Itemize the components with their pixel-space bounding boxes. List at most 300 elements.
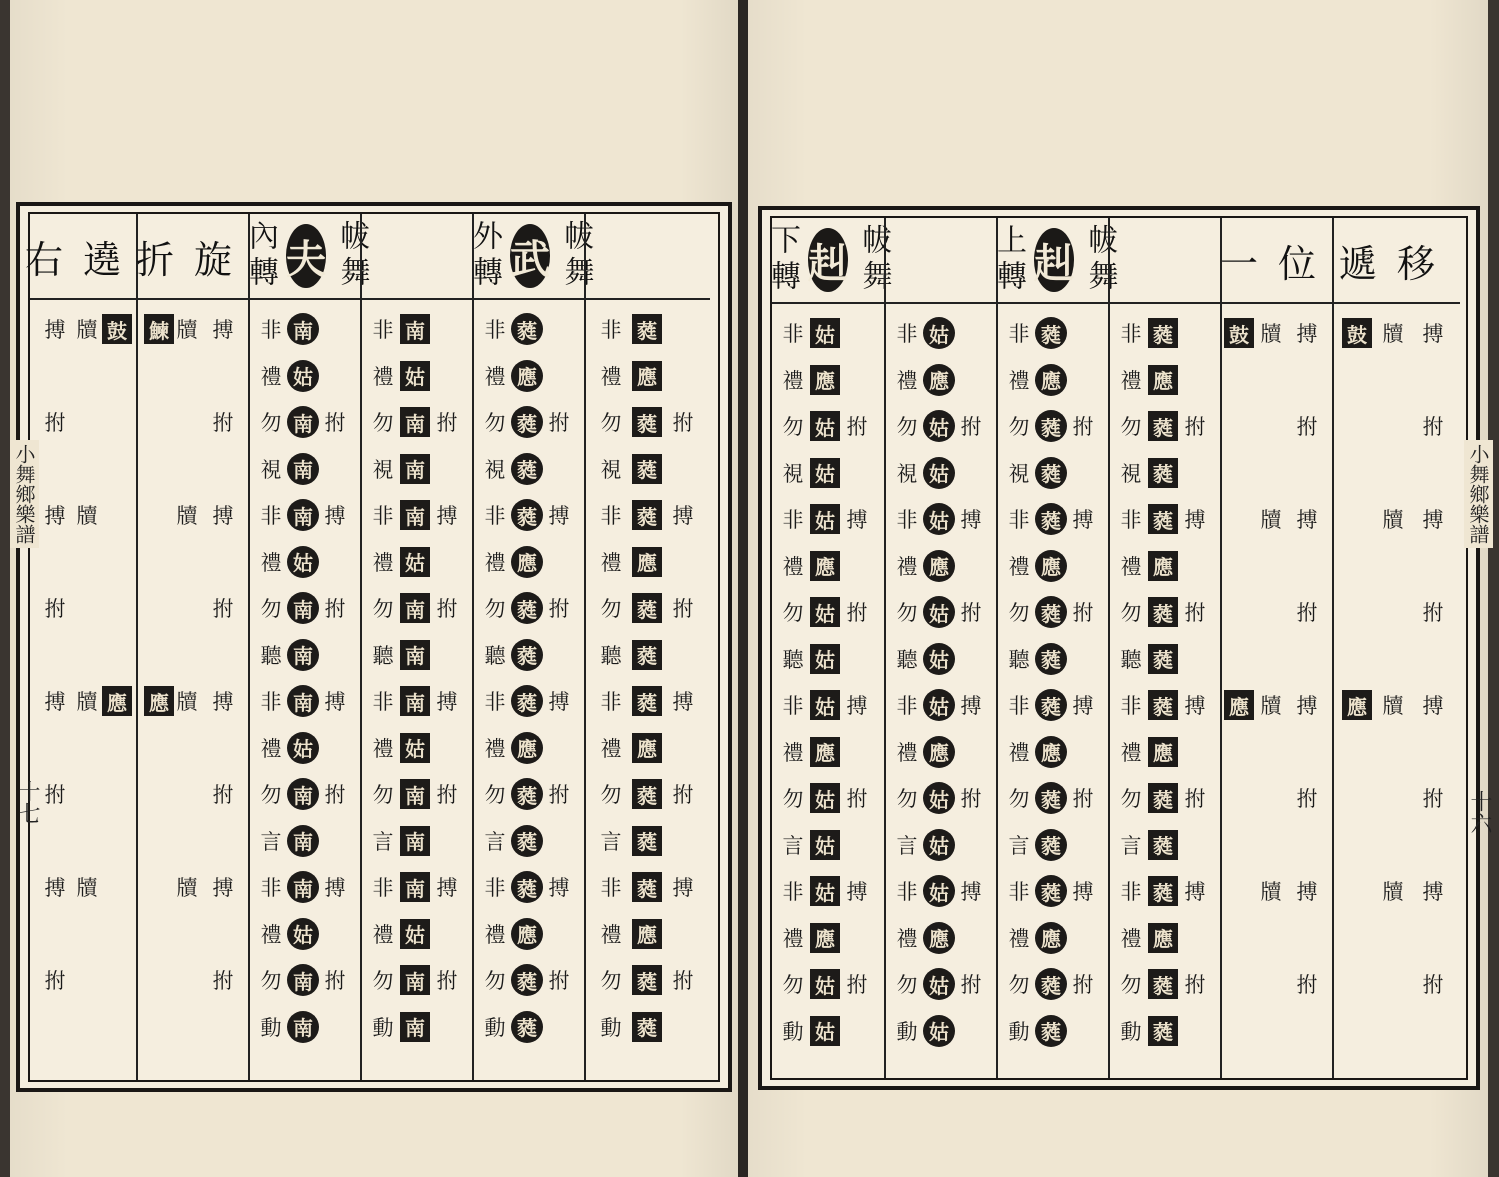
lyric-lane-cell: 非 — [896, 322, 918, 347]
lyric-lane-cell: 禮 — [260, 736, 282, 761]
lyric-lane-cell: 勿 — [782, 973, 804, 998]
beat-lane-cell — [664, 911, 702, 958]
lyric-lane-cell: 動 — [1008, 1019, 1030, 1044]
side-lane-cell — [140, 1004, 178, 1051]
beat-lane-cell — [204, 539, 242, 586]
du-lane-cell: 牘 — [1382, 322, 1404, 347]
note-lane-cell — [628, 585, 666, 632]
note-box: 姑 — [810, 830, 840, 860]
note-circle: 蕤 — [1035, 503, 1067, 535]
lyric-lane-cell: 非 — [484, 876, 506, 901]
beat-lane-cell: 搏 — [212, 318, 234, 343]
lyric-lane-cell: 非 — [1120, 694, 1142, 719]
beat-lane-cell — [664, 539, 702, 586]
note-circle: 應 — [1035, 922, 1067, 954]
beat-lane-cell — [664, 306, 702, 353]
beat-lane-cell: 拊 — [846, 415, 868, 440]
column-body — [474, 300, 586, 1080]
beat-lane-cell: 拊 — [436, 411, 458, 436]
beat-lane-cell: 搏 — [672, 504, 694, 529]
beat-lane-cell: 拊 — [1184, 415, 1206, 440]
right-margin-title: 小舞鄉樂譜 — [1464, 440, 1493, 548]
lyric-lane-cell: 勿 — [782, 415, 804, 440]
lyric-lane-cell: 聽 — [484, 643, 506, 668]
note-circle: 姑 — [923, 410, 955, 442]
lyric-lane-cell: 勿 — [372, 411, 394, 436]
note-circle: 姑 — [923, 596, 955, 628]
lyric-lane-cell: 非 — [484, 504, 506, 529]
note-box: 姑 — [810, 1016, 840, 1046]
lyric-lane-cell: 勿 — [484, 969, 506, 994]
beat-lane-cell: 搏 — [1184, 694, 1206, 719]
lyric-lane-cell: 言 — [260, 829, 282, 854]
side-lane-cell — [1338, 729, 1376, 776]
beat-lane-cell: 拊 — [846, 973, 868, 998]
beat-lane-cell: 拊 — [1184, 601, 1206, 626]
lyric-lane-cell: 勿 — [260, 597, 282, 622]
note-circle: 應 — [511, 546, 543, 578]
lyric-lane-cell: 非 — [600, 690, 622, 715]
note-box: 姑 — [810, 876, 840, 906]
lyric-lane — [1112, 310, 1150, 1078]
lyric-lane-cell: 勿 — [896, 601, 918, 626]
beat-lane-cell — [1414, 1008, 1452, 1055]
column-title: 移 — [1397, 241, 1456, 286]
beat-lane-cell: 搏 — [548, 876, 570, 901]
lyric-lane-cell: 禮 — [600, 922, 622, 947]
beat-lane-cell: 搏 — [44, 690, 66, 715]
note-box: 應 — [810, 551, 840, 581]
beat-lane-cell: 拊 — [672, 969, 694, 994]
note-box: 姑 — [810, 783, 840, 813]
lyric-lane-cell: 勿 — [1120, 415, 1142, 440]
note-circle: 蕤 — [511, 639, 543, 671]
note-circle: 蕤 — [1035, 689, 1067, 721]
lyric-lane-cell: 非 — [260, 318, 282, 343]
beat-lane-cell — [664, 1004, 702, 1051]
note-box: 應 — [1148, 737, 1178, 767]
note-lane-cell — [628, 1004, 666, 1051]
lyric-lane-cell: 勿 — [600, 597, 622, 622]
side-lane — [1338, 310, 1376, 1078]
beat-lane-cell: 拊 — [212, 411, 234, 436]
lyric-lane-cell: 禮 — [600, 550, 622, 575]
note-circle: 南 — [287, 406, 319, 438]
column-header — [1110, 218, 1222, 304]
note-circle: 應 — [511, 360, 543, 392]
beat-lane-cell: 拊 — [324, 411, 346, 436]
lyric-lane — [774, 310, 812, 1078]
beat-lane-cell: 拊 — [436, 783, 458, 808]
lyric-lane-cell: 非 — [600, 504, 622, 529]
note-lane-cell — [628, 771, 666, 818]
note-circle: 蕤 — [511, 825, 543, 857]
note-circle: 蕤 — [1035, 457, 1067, 489]
left-margin-title: 小舞鄉樂譜 — [10, 440, 39, 548]
beat-lane-cell: 拊 — [1184, 787, 1206, 812]
note-circle: 南 — [287, 871, 319, 903]
column-body — [586, 300, 710, 1080]
lyric-lane-cell: 非 — [782, 508, 804, 533]
side-lane-cell — [1220, 868, 1258, 915]
lyric-lane-cell: 動 — [260, 1015, 282, 1040]
beat-lane-cell: 拊 — [1296, 601, 1318, 626]
lyric-lane-cell: 動 — [484, 1015, 506, 1040]
beat-lane-cell: 搏 — [672, 690, 694, 715]
lyric-lane-cell: 禮 — [260, 364, 282, 389]
lyric-lane — [476, 306, 514, 1080]
lyric-lane-cell: 禮 — [782, 368, 804, 393]
lyric-lane-cell: 非 — [782, 694, 804, 719]
beat-lane-cell — [1288, 357, 1326, 404]
side-lane-cell — [1338, 310, 1376, 357]
side-lane-cell — [98, 678, 136, 725]
note-lane-cell — [628, 864, 666, 911]
beat-lane-cell: 搏 — [1184, 880, 1206, 905]
note-circle: 姑 — [287, 360, 319, 392]
note-box: 蕤 — [632, 407, 662, 437]
beat-lane-cell — [1414, 729, 1452, 776]
lyric-lane-cell: 動 — [1120, 1019, 1142, 1044]
beat-lane-cell: 拊 — [436, 969, 458, 994]
lyric-lane-cell: 禮 — [1120, 926, 1142, 951]
column-title: 遶 — [83, 237, 142, 282]
beat-lane-cell: 搏 — [548, 690, 570, 715]
table-column — [1108, 218, 1222, 1078]
beat-lane-cell: 搏 — [324, 504, 346, 529]
lyric-lane-cell: 非 — [1120, 880, 1142, 905]
lyric-lane-cell: 言 — [600, 829, 622, 854]
lyric-lane-cell: 視 — [484, 457, 506, 482]
side-lane-cell — [1220, 961, 1258, 1008]
beat-lane-cell: 拊 — [846, 787, 868, 812]
note-box: 蕤 — [1148, 690, 1178, 720]
note-box: 南 — [400, 593, 430, 623]
column-body — [998, 304, 1110, 1078]
note-circle: 蕤 — [1035, 968, 1067, 1000]
beat-lane-cell — [204, 353, 242, 400]
table-column — [243, 214, 370, 1080]
side-lane-cell — [98, 306, 136, 353]
side-lane-cell — [1220, 775, 1258, 822]
column-header — [586, 214, 710, 300]
lyric-lane — [1000, 310, 1038, 1078]
column-title: 右 — [24, 237, 83, 282]
beat-lane-cell: 搏 — [436, 876, 458, 901]
lyric-lane-cell: 非 — [1008, 508, 1030, 533]
beat-lane-cell: 拊 — [324, 783, 346, 808]
du-lane-cell — [1374, 822, 1412, 869]
lyric-lane-cell: 禮 — [260, 550, 282, 575]
side-lane-cell — [1338, 589, 1376, 636]
column-title: 旋 — [194, 237, 253, 282]
side-lane-cell — [140, 725, 178, 772]
lyric-lane-cell: 勿 — [1008, 973, 1030, 998]
du-lane-cell: 牘 — [76, 504, 98, 529]
column-title: 下轉 — [765, 224, 800, 296]
note-circle: 南 — [287, 778, 319, 810]
lyric-lane-cell: 視 — [1008, 461, 1030, 486]
note-box: 蕤 — [632, 779, 662, 809]
side-lane-cell — [1220, 310, 1258, 357]
note-box: 南 — [400, 826, 430, 856]
beat-lane-cell: 搏 — [1422, 694, 1444, 719]
note-circle: 應 — [1035, 736, 1067, 768]
beat-lane-cell: 搏 — [1296, 508, 1318, 533]
lyric-lane-cell: 勿 — [372, 783, 394, 808]
note-circle: 南 — [287, 313, 319, 345]
beat-lane-cell: 拊 — [1072, 787, 1094, 812]
lyric-lane-cell: 非 — [260, 876, 282, 901]
beat-lane-cell: 搏 — [960, 508, 982, 533]
note-circle: 姑 — [923, 782, 955, 814]
side-lane-cell — [1338, 822, 1376, 869]
note-circle: 南 — [287, 964, 319, 996]
du-lane-cell: 牘 — [176, 504, 198, 529]
table-column — [584, 214, 710, 1080]
lyric-lane-cell: 言 — [782, 833, 804, 858]
side-lane-cell — [140, 818, 178, 865]
column-body — [250, 300, 362, 1080]
note-box: 應 — [632, 547, 662, 577]
lyric-lane-cell: 勿 — [484, 411, 506, 436]
lyric-lane-cell: 勿 — [600, 411, 622, 436]
beat-lane-cell: 搏 — [846, 880, 868, 905]
note-box: 應 — [810, 923, 840, 953]
beat-lane-cell — [664, 818, 702, 865]
note-circle: 蕤 — [1035, 829, 1067, 861]
note-circle: 應 — [511, 918, 543, 950]
lyric-lane-cell: 視 — [600, 457, 622, 482]
column-header — [362, 214, 474, 300]
lyric-lane-cell: 勿 — [600, 783, 622, 808]
lyric-lane-cell: 勿 — [1120, 787, 1142, 812]
note-box: 姑 — [810, 458, 840, 488]
note-box: 姑 — [400, 547, 430, 577]
side-lane-cell — [1338, 961, 1376, 1008]
lyric-lane-cell: 動 — [600, 1015, 622, 1040]
column-body — [30, 300, 136, 1080]
side-lane-cell — [1338, 450, 1376, 497]
beat-lane-cell: 搏 — [44, 504, 66, 529]
beat-lane-cell: 搏 — [324, 876, 346, 901]
side-lane — [98, 306, 136, 1080]
lyric-lane-cell: 非 — [1120, 322, 1142, 347]
side-lane-cell — [140, 353, 178, 400]
note-circle: 應 — [1035, 550, 1067, 582]
beat-lane-cell: 搏 — [1072, 508, 1094, 533]
side-lane-cell — [140, 864, 178, 911]
lyric-lane — [592, 306, 630, 1080]
lyric-lane-cell: 言 — [1120, 833, 1142, 858]
note-circle: 姑 — [923, 457, 955, 489]
side-lane-cell — [98, 911, 136, 958]
note-lane-cell — [628, 632, 666, 679]
du-lane-cell: 牘 — [76, 690, 98, 715]
lyric-lane-cell: 非 — [896, 694, 918, 719]
du-lane-cell: 牘 — [176, 690, 198, 715]
beat-lane-cell: 搏 — [1422, 508, 1444, 533]
lyric-lane-cell: 禮 — [1120, 368, 1142, 393]
note-box: 蕤 — [632, 965, 662, 995]
note-box: 姑 — [810, 597, 840, 627]
right-page — [748, 0, 1492, 1177]
side-lane-cell — [98, 818, 136, 865]
note-circle: 姑 — [923, 1015, 955, 1047]
note-circle: 姑 — [923, 689, 955, 721]
du-lane-cell: 牘 — [1260, 694, 1282, 719]
lyric-lane-cell: 禮 — [1008, 554, 1030, 579]
dance-seal: 赳 — [808, 228, 848, 292]
beat-lane-cell: 搏 — [1296, 880, 1318, 905]
side-lane-cell — [98, 725, 136, 772]
lyric-lane-cell: 禮 — [260, 922, 282, 947]
lyric-lane-cell: 非 — [372, 318, 394, 343]
beat-lane-cell: 搏 — [960, 880, 982, 905]
note-box: 姑 — [810, 504, 840, 534]
note-circle: 姑 — [287, 546, 319, 578]
note-circle: 南 — [287, 499, 319, 531]
note-circle: 姑 — [923, 875, 955, 907]
beat-lane-cell: 拊 — [44, 969, 66, 994]
note-circle: 蕤 — [1035, 410, 1067, 442]
lyric-lane-cell: 禮 — [372, 364, 394, 389]
lyric-lane-cell: 聽 — [260, 643, 282, 668]
du-lane-cell — [1374, 729, 1412, 776]
note-circle: 蕤 — [511, 778, 543, 810]
side-lane-cell — [1338, 403, 1376, 450]
note-circle: 南 — [287, 685, 319, 717]
beat-lane-cell: 搏 — [324, 690, 346, 715]
note-circle: 蕤 — [1035, 596, 1067, 628]
du-lane-cell: 牘 — [1382, 508, 1404, 533]
beat-lane-cell: 拊 — [960, 415, 982, 440]
beat-lane-cell: 搏 — [436, 504, 458, 529]
beat-lane-cell — [1288, 1008, 1326, 1055]
note-box: 蕤 — [1148, 411, 1178, 441]
lyric-lane-cell: 勿 — [1120, 601, 1142, 626]
side-lane-cell — [1338, 357, 1376, 404]
note-circle: 蕤 — [511, 592, 543, 624]
beat-lane-cell: 拊 — [44, 597, 66, 622]
beat-lane-cell: 搏 — [672, 876, 694, 901]
side-lane-cell — [1220, 357, 1258, 404]
table-column — [1219, 218, 1337, 1078]
side-lane-cell — [140, 306, 178, 353]
beat-lane-cell: 拊 — [1184, 973, 1206, 998]
beat-lane-cell — [1288, 543, 1326, 590]
column-header — [467, 214, 594, 300]
column-title: 帗舞 — [1082, 224, 1118, 296]
du-lane-cell: 牘 — [1382, 694, 1404, 719]
du-lane-cell: 牘 — [176, 876, 198, 901]
du-lane-cell — [1374, 775, 1412, 822]
note-circle: 南 — [287, 639, 319, 671]
lyric-lane-cell: 禮 — [896, 926, 918, 951]
side-lane-cell — [1338, 775, 1376, 822]
lyric-lane-cell: 禮 — [1008, 368, 1030, 393]
beat-lane-cell — [1288, 729, 1326, 776]
note-box: 姑 — [400, 361, 430, 391]
beat-lane-cell — [204, 446, 242, 493]
note-box: 蕤 — [632, 686, 662, 716]
beat-lane-cell: 拊 — [324, 597, 346, 622]
note-box: 蕤 — [1148, 1016, 1178, 1046]
note-box: 姑 — [400, 919, 430, 949]
lyric-lane-cell: 禮 — [372, 736, 394, 761]
side-lane-cell — [98, 539, 136, 586]
beat-lane-cell: 搏 — [548, 504, 570, 529]
lyric-lane-cell: 非 — [260, 690, 282, 715]
note-box: 蕤 — [1148, 458, 1178, 488]
note-box: 應 — [1148, 923, 1178, 953]
lyric-lane-cell: 勿 — [484, 783, 506, 808]
lyric-lane-cell: 禮 — [484, 736, 506, 761]
note-circle: 應 — [923, 922, 955, 954]
beat-lane-cell: 搏 — [1296, 322, 1318, 347]
note-box: 鼓 — [1224, 318, 1254, 348]
note-box: 南 — [400, 640, 430, 670]
beat-lane — [1414, 310, 1452, 1078]
note-lane-cell — [628, 539, 666, 586]
beat-lane-cell: 拊 — [548, 597, 570, 622]
lyric-lane-cell: 禮 — [896, 740, 918, 765]
lyric-lane-cell: 非 — [782, 322, 804, 347]
du-lane-cell — [1374, 1008, 1412, 1055]
note-circle: 姑 — [287, 918, 319, 950]
beat-lane-cell: 拊 — [960, 787, 982, 812]
column-title: 帗舞 — [558, 220, 594, 292]
note-box: 應 — [1224, 690, 1254, 720]
lyric-lane-cell: 視 — [260, 457, 282, 482]
beat-lane — [204, 306, 242, 1080]
note-circle: 南 — [287, 825, 319, 857]
note-circle: 姑 — [923, 503, 955, 535]
du-lane — [1374, 310, 1412, 1078]
left-page — [10, 0, 738, 1177]
note-circle: 蕤 — [511, 871, 543, 903]
note-box: 應 — [144, 686, 174, 716]
note-box: 南 — [400, 872, 430, 902]
du-lane-cell — [1374, 450, 1412, 497]
beat-lane-cell: 搏 — [1296, 694, 1318, 719]
note-box: 應 — [810, 365, 840, 395]
right-table — [765, 216, 1468, 1080]
du-lane-cell: 牘 — [1260, 880, 1282, 905]
note-box: 應 — [810, 737, 840, 767]
beat-lane-cell — [1414, 357, 1452, 404]
lyric-lane — [888, 310, 926, 1078]
beat-lane-cell: 拊 — [44, 783, 66, 808]
beat-lane-cell: 拊 — [960, 601, 982, 626]
table-column — [360, 214, 474, 1080]
note-box: 南 — [400, 500, 430, 530]
note-box: 蕤 — [1148, 876, 1178, 906]
note-box: 鼓 — [102, 314, 132, 344]
note-circle: 應 — [923, 364, 955, 396]
note-box: 姑 — [810, 690, 840, 720]
beat-lane-cell: 拊 — [1296, 973, 1318, 998]
side-lane-cell — [98, 492, 136, 539]
column-title: 內轉 — [243, 220, 278, 292]
beat-lane-cell — [204, 911, 242, 958]
beat-lane-cell — [1288, 636, 1326, 683]
side-lane — [1220, 310, 1258, 1078]
side-lane-cell — [1220, 636, 1258, 683]
side-lane-cell — [1220, 1008, 1258, 1055]
lyric-lane-cell: 禮 — [1120, 554, 1142, 579]
column-title: 一 — [1219, 241, 1278, 286]
